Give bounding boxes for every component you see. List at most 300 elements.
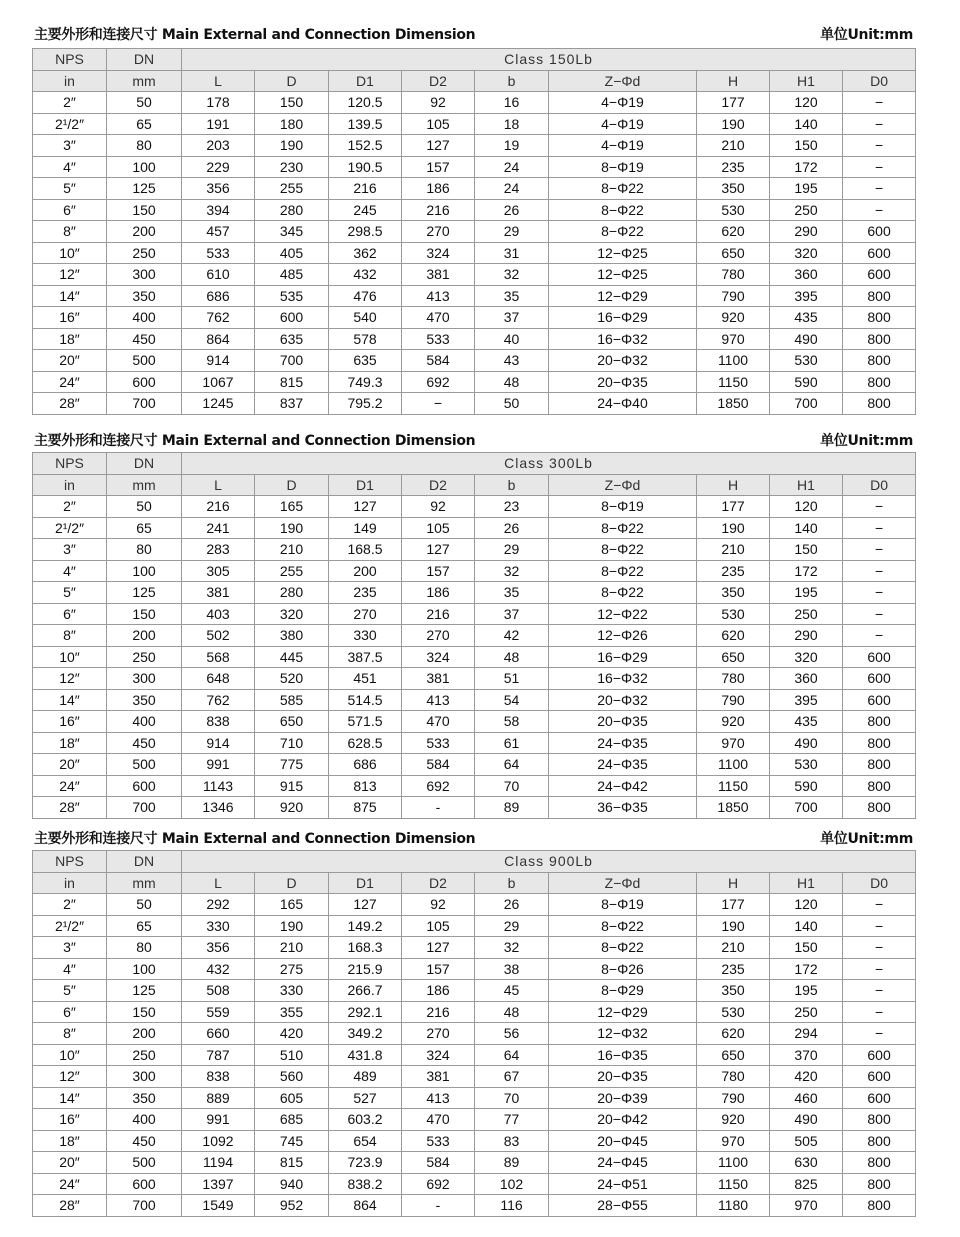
cell-dn-mm: 65 bbox=[107, 915, 182, 937]
cell-h: 350 bbox=[697, 980, 770, 1002]
cell-l: 1397 bbox=[182, 1173, 255, 1195]
cell-h: 920 bbox=[697, 711, 770, 733]
cell-d2: 470 bbox=[402, 711, 475, 733]
cell-h1: 320 bbox=[770, 646, 843, 668]
cell-h1: 195 bbox=[770, 980, 843, 1002]
cell-d: 560 bbox=[255, 1066, 329, 1088]
cell-dn-mm: 500 bbox=[107, 350, 182, 372]
cell-d: 585 bbox=[255, 689, 329, 711]
cell-h: 530 bbox=[697, 603, 770, 625]
cell-d: 685 bbox=[255, 1109, 329, 1131]
table-row bbox=[33, 1087, 916, 1109]
section-title-row bbox=[32, 24, 915, 44]
cell-d1: 603.2 bbox=[329, 1109, 402, 1131]
cell-d0: − bbox=[843, 1023, 916, 1045]
cell-nps-in: 5″ bbox=[33, 980, 107, 1002]
column-header-h: H bbox=[697, 872, 770, 894]
cell-d1: 168.5 bbox=[329, 539, 402, 561]
cell-d1: 749.3 bbox=[329, 371, 402, 393]
cell-h: 780 bbox=[697, 668, 770, 690]
cell-d2: 470 bbox=[402, 1109, 475, 1131]
column-header-nps-in: in bbox=[33, 474, 107, 496]
cell-l: 1067 bbox=[182, 371, 255, 393]
cell-z-phid: 8−Φ29 bbox=[549, 980, 697, 1002]
cell-d1: 120.5 bbox=[329, 92, 402, 114]
cell-b: 89 bbox=[475, 1152, 549, 1174]
column-header-nps-in: in bbox=[33, 70, 107, 92]
column-header-b: b bbox=[475, 70, 549, 92]
cell-z-phid: 4−Φ19 bbox=[549, 92, 697, 114]
cell-h1: 490 bbox=[770, 328, 843, 350]
table-row bbox=[33, 221, 916, 243]
cell-nps-in: 28″ bbox=[33, 393, 107, 415]
cell-b: 18 bbox=[475, 113, 549, 135]
cell-d0: 600 bbox=[843, 242, 916, 264]
cell-l: 178 bbox=[182, 92, 255, 114]
cell-z-phid: 4−Φ19 bbox=[549, 135, 697, 157]
cell-nps-in: 4″ bbox=[33, 958, 107, 980]
cell-d0: − bbox=[843, 980, 916, 1002]
table-row bbox=[33, 915, 916, 937]
cell-l: 203 bbox=[182, 135, 255, 157]
cell-dn-mm: 450 bbox=[107, 732, 182, 754]
cell-nps-in: 2″ bbox=[33, 894, 107, 916]
cell-h: 1180 bbox=[697, 1195, 770, 1217]
cell-d: 380 bbox=[255, 625, 329, 647]
cell-d: 190 bbox=[255, 517, 329, 539]
class-header: Class 300Lb bbox=[182, 453, 916, 475]
table-row bbox=[33, 517, 916, 539]
table-row bbox=[33, 371, 916, 393]
cell-d1: 266.7 bbox=[329, 980, 402, 1002]
cell-d: 837 bbox=[255, 393, 329, 415]
cell-b: 26 bbox=[475, 517, 549, 539]
cell-b: 32 bbox=[475, 264, 549, 286]
cell-nps-in: 18″ bbox=[33, 328, 107, 350]
cell-b: 40 bbox=[475, 328, 549, 350]
cell-nps-in: 24″ bbox=[33, 1173, 107, 1195]
cell-h1: 120 bbox=[770, 92, 843, 114]
cell-z-phid: 16−Φ29 bbox=[549, 646, 697, 668]
cell-d1: 245 bbox=[329, 199, 402, 221]
cell-dn-mm: 200 bbox=[107, 625, 182, 647]
cell-dn-mm: 350 bbox=[107, 285, 182, 307]
cell-nps-in: 10″ bbox=[33, 242, 107, 264]
table-row bbox=[33, 754, 916, 776]
header-row bbox=[33, 851, 916, 873]
cell-dn-mm: 100 bbox=[107, 560, 182, 582]
column-header-d0: D0 bbox=[843, 70, 916, 92]
cell-l: 991 bbox=[182, 754, 255, 776]
cell-h1: 360 bbox=[770, 668, 843, 690]
cell-d2: 584 bbox=[402, 754, 475, 776]
cell-d: 420 bbox=[255, 1023, 329, 1045]
cell-d2: 270 bbox=[402, 1023, 475, 1045]
cell-dn-mm: 500 bbox=[107, 754, 182, 776]
cell-d: 710 bbox=[255, 732, 329, 754]
table-row bbox=[33, 775, 916, 797]
table-row bbox=[33, 646, 916, 668]
cell-nps-in: 14″ bbox=[33, 1087, 107, 1109]
cell-d2: 470 bbox=[402, 307, 475, 329]
cell-b: 102 bbox=[475, 1173, 549, 1195]
section-title: 主要外形和连接尺寸 Main External and Connection Dimension bbox=[34, 831, 476, 847]
cell-z-phid: 24−Φ40 bbox=[549, 393, 697, 415]
cell-h: 235 bbox=[697, 560, 770, 582]
cell-h: 350 bbox=[697, 178, 770, 200]
cell-h: 177 bbox=[697, 894, 770, 916]
cell-d2: 584 bbox=[402, 1152, 475, 1174]
table-row bbox=[33, 1109, 916, 1131]
cell-nps-in: 16″ bbox=[33, 711, 107, 733]
table-row bbox=[33, 135, 916, 157]
cell-d0: − bbox=[843, 894, 916, 916]
cell-l: 1549 bbox=[182, 1195, 255, 1217]
column-header-h1: H1 bbox=[770, 872, 843, 894]
cell-nps-in: 14″ bbox=[33, 689, 107, 711]
subheader-row bbox=[33, 872, 916, 894]
table-row bbox=[33, 797, 916, 819]
cell-h1: 490 bbox=[770, 732, 843, 754]
table-row bbox=[33, 285, 916, 307]
cell-l: 283 bbox=[182, 539, 255, 561]
cell-d2: 216 bbox=[402, 603, 475, 625]
cell-d0: 600 bbox=[843, 1044, 916, 1066]
cell-h1: 395 bbox=[770, 689, 843, 711]
cell-d2: - bbox=[402, 1195, 475, 1217]
cell-d2: 105 bbox=[402, 113, 475, 135]
cell-h1: 630 bbox=[770, 1152, 843, 1174]
cell-d2: 324 bbox=[402, 1044, 475, 1066]
cell-dn-mm: 150 bbox=[107, 199, 182, 221]
cell-z-phid: 8−Φ22 bbox=[549, 517, 697, 539]
cell-dn-mm: 50 bbox=[107, 894, 182, 916]
cell-h: 650 bbox=[697, 1044, 770, 1066]
header-row bbox=[33, 49, 916, 71]
column-header-d0: D0 bbox=[843, 872, 916, 894]
cell-l: 1245 bbox=[182, 393, 255, 415]
cell-b: 32 bbox=[475, 560, 549, 582]
cell-b: 19 bbox=[475, 135, 549, 157]
cell-d2: 186 bbox=[402, 178, 475, 200]
cell-nps-in: 16″ bbox=[33, 1109, 107, 1131]
dn-header: DN bbox=[107, 851, 182, 873]
cell-h: 620 bbox=[697, 625, 770, 647]
cell-h: 790 bbox=[697, 285, 770, 307]
cell-d0: − bbox=[843, 496, 916, 518]
cell-d0: 600 bbox=[843, 1087, 916, 1109]
cell-h1: 150 bbox=[770, 539, 843, 561]
cell-d0: − bbox=[843, 582, 916, 604]
cell-d1: 190.5 bbox=[329, 156, 402, 178]
cell-z-phid: 12−Φ25 bbox=[549, 242, 697, 264]
cell-d2: 413 bbox=[402, 285, 475, 307]
table-row bbox=[33, 350, 916, 372]
column-header-h: H bbox=[697, 474, 770, 496]
cell-z-phid: 20−Φ35 bbox=[549, 371, 697, 393]
cell-z-phid: 20−Φ42 bbox=[549, 1109, 697, 1131]
cell-nps-in: 12″ bbox=[33, 1066, 107, 1088]
cell-d0: 800 bbox=[843, 797, 916, 819]
cell-h1: 120 bbox=[770, 496, 843, 518]
cell-h1: 360 bbox=[770, 264, 843, 286]
cell-l: 660 bbox=[182, 1023, 255, 1045]
cell-d0: 600 bbox=[843, 264, 916, 286]
cell-d: 255 bbox=[255, 178, 329, 200]
cell-b: 51 bbox=[475, 668, 549, 690]
cell-d0: − bbox=[843, 178, 916, 200]
table-row bbox=[33, 582, 916, 604]
cell-d: 815 bbox=[255, 1152, 329, 1174]
dimension-table bbox=[32, 48, 916, 415]
cell-h1: 140 bbox=[770, 113, 843, 135]
cell-d1: 292.1 bbox=[329, 1001, 402, 1023]
column-header-z-phid: Z−Φd bbox=[549, 872, 697, 894]
cell-l: 914 bbox=[182, 350, 255, 372]
cell-b: 24 bbox=[475, 178, 549, 200]
cell-l: 991 bbox=[182, 1109, 255, 1131]
cell-nps-in: 14″ bbox=[33, 285, 107, 307]
cell-dn-mm: 300 bbox=[107, 668, 182, 690]
cell-d1: 235 bbox=[329, 582, 402, 604]
cell-h: 650 bbox=[697, 242, 770, 264]
cell-d0: − bbox=[843, 199, 916, 221]
cell-nps-in: 16″ bbox=[33, 307, 107, 329]
cell-d0: 800 bbox=[843, 775, 916, 797]
cell-d2: 692 bbox=[402, 1173, 475, 1195]
cell-d0: − bbox=[843, 625, 916, 647]
cell-z-phid: 12−Φ29 bbox=[549, 285, 697, 307]
table-row bbox=[33, 958, 916, 980]
table-row bbox=[33, 1173, 916, 1195]
cell-d1: 127 bbox=[329, 496, 402, 518]
cell-d2: 324 bbox=[402, 646, 475, 668]
cell-d1: 813 bbox=[329, 775, 402, 797]
cell-z-phid: 20−Φ35 bbox=[549, 1066, 697, 1088]
cell-d0: 800 bbox=[843, 307, 916, 329]
cell-z-phid: 16−Φ35 bbox=[549, 1044, 697, 1066]
cell-nps-in: 8″ bbox=[33, 625, 107, 647]
cell-d1: 200 bbox=[329, 560, 402, 582]
cell-dn-mm: 600 bbox=[107, 371, 182, 393]
cell-h: 350 bbox=[697, 582, 770, 604]
column-header-d: D bbox=[255, 474, 329, 496]
section-title-row bbox=[32, 828, 915, 848]
cell-d0: 800 bbox=[843, 1152, 916, 1174]
column-header-dn-mm: mm bbox=[107, 474, 182, 496]
cell-d0: − bbox=[843, 92, 916, 114]
cell-d0: 800 bbox=[843, 1109, 916, 1131]
cell-z-phid: 24−Φ51 bbox=[549, 1173, 697, 1195]
unit-label: 单位Unit:mm bbox=[820, 433, 913, 449]
cell-h: 235 bbox=[697, 156, 770, 178]
cell-h1: 250 bbox=[770, 603, 843, 625]
cell-d1: 127 bbox=[329, 894, 402, 916]
cell-h1: 250 bbox=[770, 199, 843, 221]
cell-dn-mm: 400 bbox=[107, 711, 182, 733]
cell-h: 620 bbox=[697, 1023, 770, 1045]
cell-l: 330 bbox=[182, 915, 255, 937]
cell-l: 1346 bbox=[182, 797, 255, 819]
cell-d0: − bbox=[843, 156, 916, 178]
cell-l: 762 bbox=[182, 689, 255, 711]
cell-h: 530 bbox=[697, 1001, 770, 1023]
cell-dn-mm: 350 bbox=[107, 689, 182, 711]
column-header-dn-mm: mm bbox=[107, 872, 182, 894]
cell-d2: 324 bbox=[402, 242, 475, 264]
cell-l: 229 bbox=[182, 156, 255, 178]
cell-nps-in: 8″ bbox=[33, 221, 107, 243]
cell-nps-in: 8″ bbox=[33, 1023, 107, 1045]
cell-d0: − bbox=[843, 517, 916, 539]
cell-d0: 600 bbox=[843, 1066, 916, 1088]
cell-d0: − bbox=[843, 958, 916, 980]
cell-h: 1150 bbox=[697, 371, 770, 393]
cell-z-phid: 20−Φ39 bbox=[549, 1087, 697, 1109]
cell-d2: 105 bbox=[402, 517, 475, 539]
cell-d1: 432 bbox=[329, 264, 402, 286]
cell-z-phid: 12−Φ25 bbox=[549, 264, 697, 286]
cell-b: 31 bbox=[475, 242, 549, 264]
cell-h: 190 bbox=[697, 915, 770, 937]
cell-d: 605 bbox=[255, 1087, 329, 1109]
cell-nps-in: 20″ bbox=[33, 1152, 107, 1174]
cell-h1: 490 bbox=[770, 1109, 843, 1131]
cell-nps-in: 3″ bbox=[33, 937, 107, 959]
cell-dn-mm: 700 bbox=[107, 797, 182, 819]
cell-z-phid: 36−Φ35 bbox=[549, 797, 697, 819]
cell-d: 445 bbox=[255, 646, 329, 668]
table-row bbox=[33, 937, 916, 959]
cell-l: 356 bbox=[182, 937, 255, 959]
cell-d: 510 bbox=[255, 1044, 329, 1066]
cell-nps-in: 18″ bbox=[33, 732, 107, 754]
table-row bbox=[33, 668, 916, 690]
cell-d: 405 bbox=[255, 242, 329, 264]
cell-d0: − bbox=[843, 1001, 916, 1023]
cell-d0: 800 bbox=[843, 285, 916, 307]
cell-z-phid: 24−Φ42 bbox=[549, 775, 697, 797]
cell-h1: 530 bbox=[770, 754, 843, 776]
cell-d2: 127 bbox=[402, 937, 475, 959]
cell-d1: 578 bbox=[329, 328, 402, 350]
cell-z-phid: 16−Φ29 bbox=[549, 307, 697, 329]
cell-nps-in: 28″ bbox=[33, 797, 107, 819]
cell-d: 920 bbox=[255, 797, 329, 819]
cell-h1: 172 bbox=[770, 560, 843, 582]
cell-h: 1850 bbox=[697, 797, 770, 819]
cell-h: 190 bbox=[697, 517, 770, 539]
table-row bbox=[33, 113, 916, 135]
cell-d2: - bbox=[402, 797, 475, 819]
cell-h: 920 bbox=[697, 307, 770, 329]
cell-d1: 362 bbox=[329, 242, 402, 264]
cell-d2: 186 bbox=[402, 582, 475, 604]
cell-b: 35 bbox=[475, 285, 549, 307]
cell-b: 29 bbox=[475, 915, 549, 937]
class-header: Class 150Lb bbox=[182, 49, 916, 71]
cell-d0: 800 bbox=[843, 1173, 916, 1195]
cell-b: 37 bbox=[475, 307, 549, 329]
cell-h: 530 bbox=[697, 199, 770, 221]
cell-b: 48 bbox=[475, 1001, 549, 1023]
cell-d0: − bbox=[843, 937, 916, 959]
cell-l: 394 bbox=[182, 199, 255, 221]
cell-l: 305 bbox=[182, 560, 255, 582]
cell-d1: 476 bbox=[329, 285, 402, 307]
cell-b: 61 bbox=[475, 732, 549, 754]
cell-h1: 370 bbox=[770, 1044, 843, 1066]
table-row bbox=[33, 1044, 916, 1066]
cell-h: 1850 bbox=[697, 393, 770, 415]
table-row bbox=[33, 539, 916, 561]
table-row bbox=[33, 711, 916, 733]
cell-d0: − bbox=[843, 560, 916, 582]
dimension-table bbox=[32, 850, 916, 1217]
cell-d: 345 bbox=[255, 221, 329, 243]
cell-z-phid: 8−Φ19 bbox=[549, 496, 697, 518]
cell-b: 50 bbox=[475, 393, 549, 415]
cell-b: 89 bbox=[475, 797, 549, 819]
cell-dn-mm: 400 bbox=[107, 307, 182, 329]
cell-d: 650 bbox=[255, 711, 329, 733]
subheader-row bbox=[33, 474, 916, 496]
column-header-d2: D2 bbox=[402, 70, 475, 92]
cell-h1: 395 bbox=[770, 285, 843, 307]
cell-h1: 590 bbox=[770, 371, 843, 393]
cell-d1: 723.9 bbox=[329, 1152, 402, 1174]
cell-h1: 320 bbox=[770, 242, 843, 264]
cell-h1: 420 bbox=[770, 1066, 843, 1088]
table-row bbox=[33, 393, 916, 415]
cell-h: 650 bbox=[697, 646, 770, 668]
cell-d2: 127 bbox=[402, 539, 475, 561]
cell-d0: 600 bbox=[843, 668, 916, 690]
cell-dn-mm: 150 bbox=[107, 603, 182, 625]
table-row bbox=[33, 980, 916, 1002]
table-row bbox=[33, 689, 916, 711]
table-row bbox=[33, 625, 916, 647]
dn-header: DN bbox=[107, 49, 182, 71]
cell-d2: 92 bbox=[402, 496, 475, 518]
cell-d0: 800 bbox=[843, 711, 916, 733]
cell-nps-in: 5″ bbox=[33, 178, 107, 200]
cell-d1: 168.3 bbox=[329, 937, 402, 959]
cell-nps-in: 20″ bbox=[33, 350, 107, 372]
cell-d1: 527 bbox=[329, 1087, 402, 1109]
cell-nps-in: 3″ bbox=[33, 539, 107, 561]
cell-d0: − bbox=[843, 603, 916, 625]
cell-d0: − bbox=[843, 135, 916, 157]
cell-h: 1100 bbox=[697, 754, 770, 776]
cell-b: 83 bbox=[475, 1130, 549, 1152]
table-row bbox=[33, 307, 916, 329]
cell-z-phid: 4−Φ19 bbox=[549, 113, 697, 135]
cell-z-phid: 8−Φ22 bbox=[549, 582, 697, 604]
cell-z-phid: 16−Φ32 bbox=[549, 668, 697, 690]
cell-z-phid: 24−Φ35 bbox=[549, 732, 697, 754]
cell-h1: 460 bbox=[770, 1087, 843, 1109]
dimension-table bbox=[32, 452, 916, 819]
cell-nps-in: 24″ bbox=[33, 775, 107, 797]
cell-nps-in: 2¹/2″ bbox=[33, 915, 107, 937]
table-row bbox=[33, 1130, 916, 1152]
cell-dn-mm: 400 bbox=[107, 1109, 182, 1131]
cell-b: 48 bbox=[475, 371, 549, 393]
cell-b: 29 bbox=[475, 539, 549, 561]
cell-z-phid: 12−Φ29 bbox=[549, 1001, 697, 1023]
cell-d0: 800 bbox=[843, 393, 916, 415]
